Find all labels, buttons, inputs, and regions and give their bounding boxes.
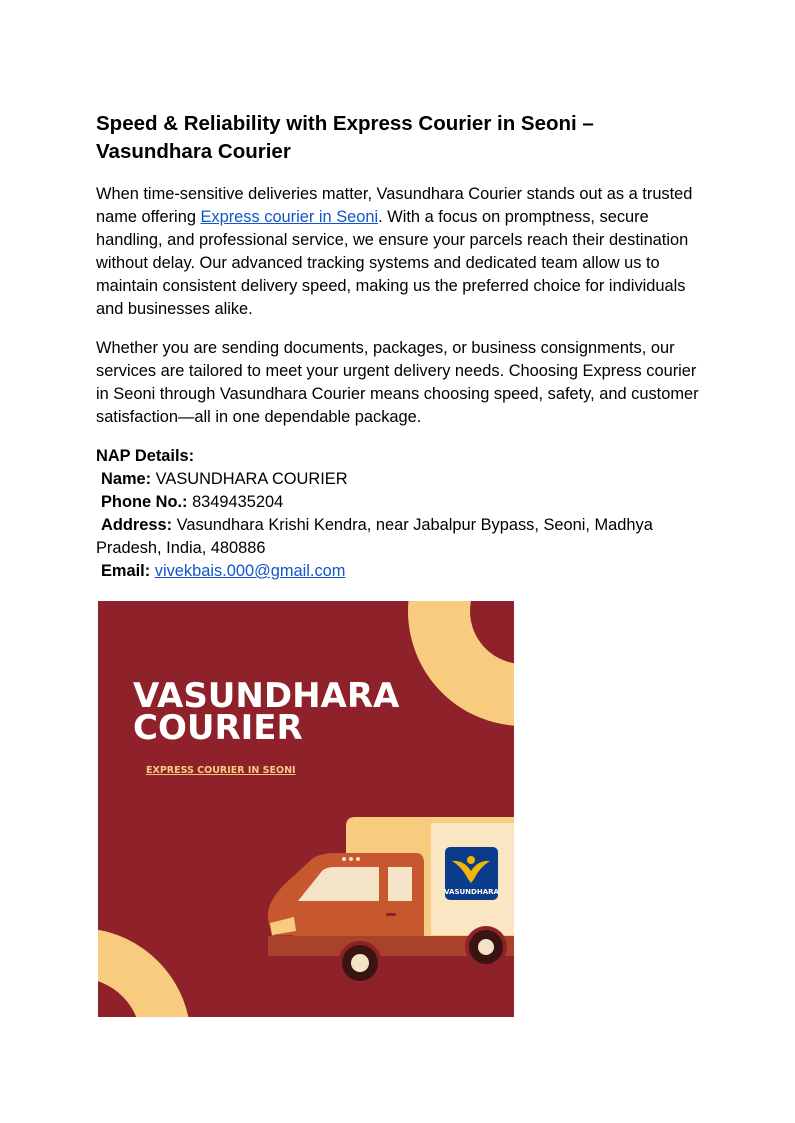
nap-address <box>96 514 706 560</box>
nap-name <box>96 468 706 491</box>
page-title: Speed & Reliability with Express Courier in Seoni – Vasundhara Courier <box>96 112 594 163</box>
nap-address-value: Vasundhara Krishi Kendra, near Jabalpur Bypass, Seoni, Madhya Pradesh, India, 480886 <box>96 516 653 557</box>
poster-graphic <box>98 601 514 1017</box>
nap-email-label: Email: <box>101 562 151 580</box>
nap-heading: NAP Details: <box>96 447 195 465</box>
intro-text-start: When time-sensitive deliveries matter, Vasundhara Courier stands out as a trusted name offering <box>96 185 693 226</box>
intro-text-end: . With a focus on promptness, secure handling, and professional service, we ensure your parcels reach their destination without delay. Our advanced tracking systems and dedicated team allow us to maintain consistent delivery speed, making us the preferred choice for individuals and businesses alike. <box>96 208 689 318</box>
services-paragraph: Whether you are sending documents, packages, or business consignments, our services are tailored to meet your urgent delivery needs. Choosing Express courier in Seoni through Vasundhara Courier means choosing speed, safety, and customer satisfaction—all in one dependable package. <box>96 339 699 426</box>
logo-text: VASUNDHARA <box>444 888 499 896</box>
poster-tagline: EXPRESS COURIER IN SEONI <box>146 765 296 776</box>
nap-phone <box>96 491 706 514</box>
nap-email <box>96 560 706 583</box>
nap-name-label: Name: <box>101 470 152 488</box>
nap-details <box>96 445 706 583</box>
poster-title-line1: VASUNDHARA <box>133 676 400 716</box>
intro-paragraph <box>96 183 706 321</box>
nap-phone-value: 8349435204 <box>192 493 284 511</box>
express-courier-link[interactable]: Express courier in Seoni <box>200 208 379 226</box>
nap-name-value: VASUNDHARA COURIER <box>155 470 348 488</box>
document-page <box>96 110 706 583</box>
poster-title-line2: COURIER <box>133 708 303 748</box>
nap-phone-label: Phone No.: <box>101 493 188 511</box>
email-link[interactable]: vivekbais.000@gmail.com <box>154 562 346 580</box>
nap-address-label: Address: <box>101 516 173 534</box>
courier-poster-image <box>98 601 514 1017</box>
